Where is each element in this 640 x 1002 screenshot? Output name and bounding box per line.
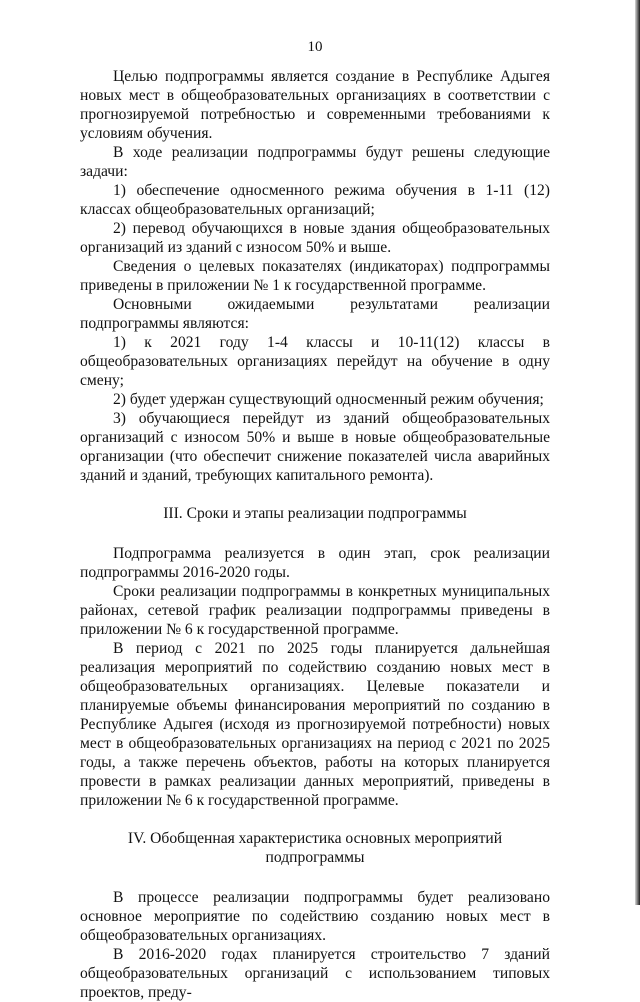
paragraph: 1) обеспечение односменного режима обучения в 1-11 (12) классах общеобразовательных организаций; [80, 182, 550, 218]
paragraph: 2) перевод обучающихся в новые здания общеобразовательных организаций из зданий с износом 50% и выше. [80, 220, 550, 256]
section-terms [80, 544, 550, 810]
section-heading-3: III. Сроки и этапы реализации подпрограммы [163, 505, 467, 522]
page-number: 10 [307, 39, 323, 55]
paragraph: В 2016-2020 годах планируется строительство 7 зданий общеобразовательных организаций с использованием типовых проектов, преду- [80, 946, 550, 1001]
paragraph: Сроки реализации подпрограммы в конкретных муниципальных районах, сетевой график реализации подпрограммы приведены в приложении № 6 к государственной программе. [80, 583, 550, 638]
section-activities [80, 888, 550, 1002]
paragraph: В период с 2021 по 2025 годы планируется дальнейшая реализация мероприятий по содействию созданию новых мест в общеобразовательных организациях. Целевые показатели и планируемые объемы финансирования мероприятий по созданию в Республике Адыгея (исходя из прогнозируемой потребности) новых мест в общеобразовательных организациях на период с 2021 по 2025 годы, а также перечень объектов, работы на которых планируется провести в рамках реализации данных мероприятий, приведены в приложении № 6 к государственной программе. [80, 640, 550, 809]
paragraph: В процессе реализации подпрограммы будет реализовано основное мероприятие по содействию созданию новых мест в общеобразовательных организациях. [80, 889, 550, 944]
section-goals [80, 67, 550, 485]
paragraph: Подпрограмма реализуется в один этап, срок реализации подпрограммы 2016-2020 годы. [80, 545, 550, 581]
paragraph: В ходе реализации подпрограммы будут решены следующие задачи: [80, 144, 550, 180]
paragraph: Сведения о целевых показателях (индикаторах) подпрограммы приведены в приложении № 1 к государственной программе. [80, 258, 550, 294]
paragraph: Целью подпрограммы является создание в Республике Адыгея новых мест в общеобразовательных организациях в соответствии с прогнозируемой потребностью и современными требованиями к условиям обучения. [80, 68, 550, 142]
paragraph: 2) будет удержан существующий односменный режим обучения; [113, 391, 544, 408]
document-page [80, 38, 550, 1002]
paragraph: 1) к 2021 году 1-4 классы и 10-11(12) классы в общеобразовательных организациях перейдут на обучение в одну смену; [80, 334, 550, 389]
scan-edge [635, 0, 640, 905]
paragraph: 3) обучающиеся перейдут из зданий общеобразовательных организаций с износом 50% и выше в новые общеобразовательные организации (что обеспечит снижение показателей числа аварийных зданий и зданий, требующих капитального ремонта). [80, 410, 550, 484]
paragraph: Основными ожидаемыми результатами реализации подпрограммы являются: [80, 296, 550, 332]
section-heading-4: IV. Обобщенная характеристика основных мероприятий подпрограммы [127, 830, 503, 866]
